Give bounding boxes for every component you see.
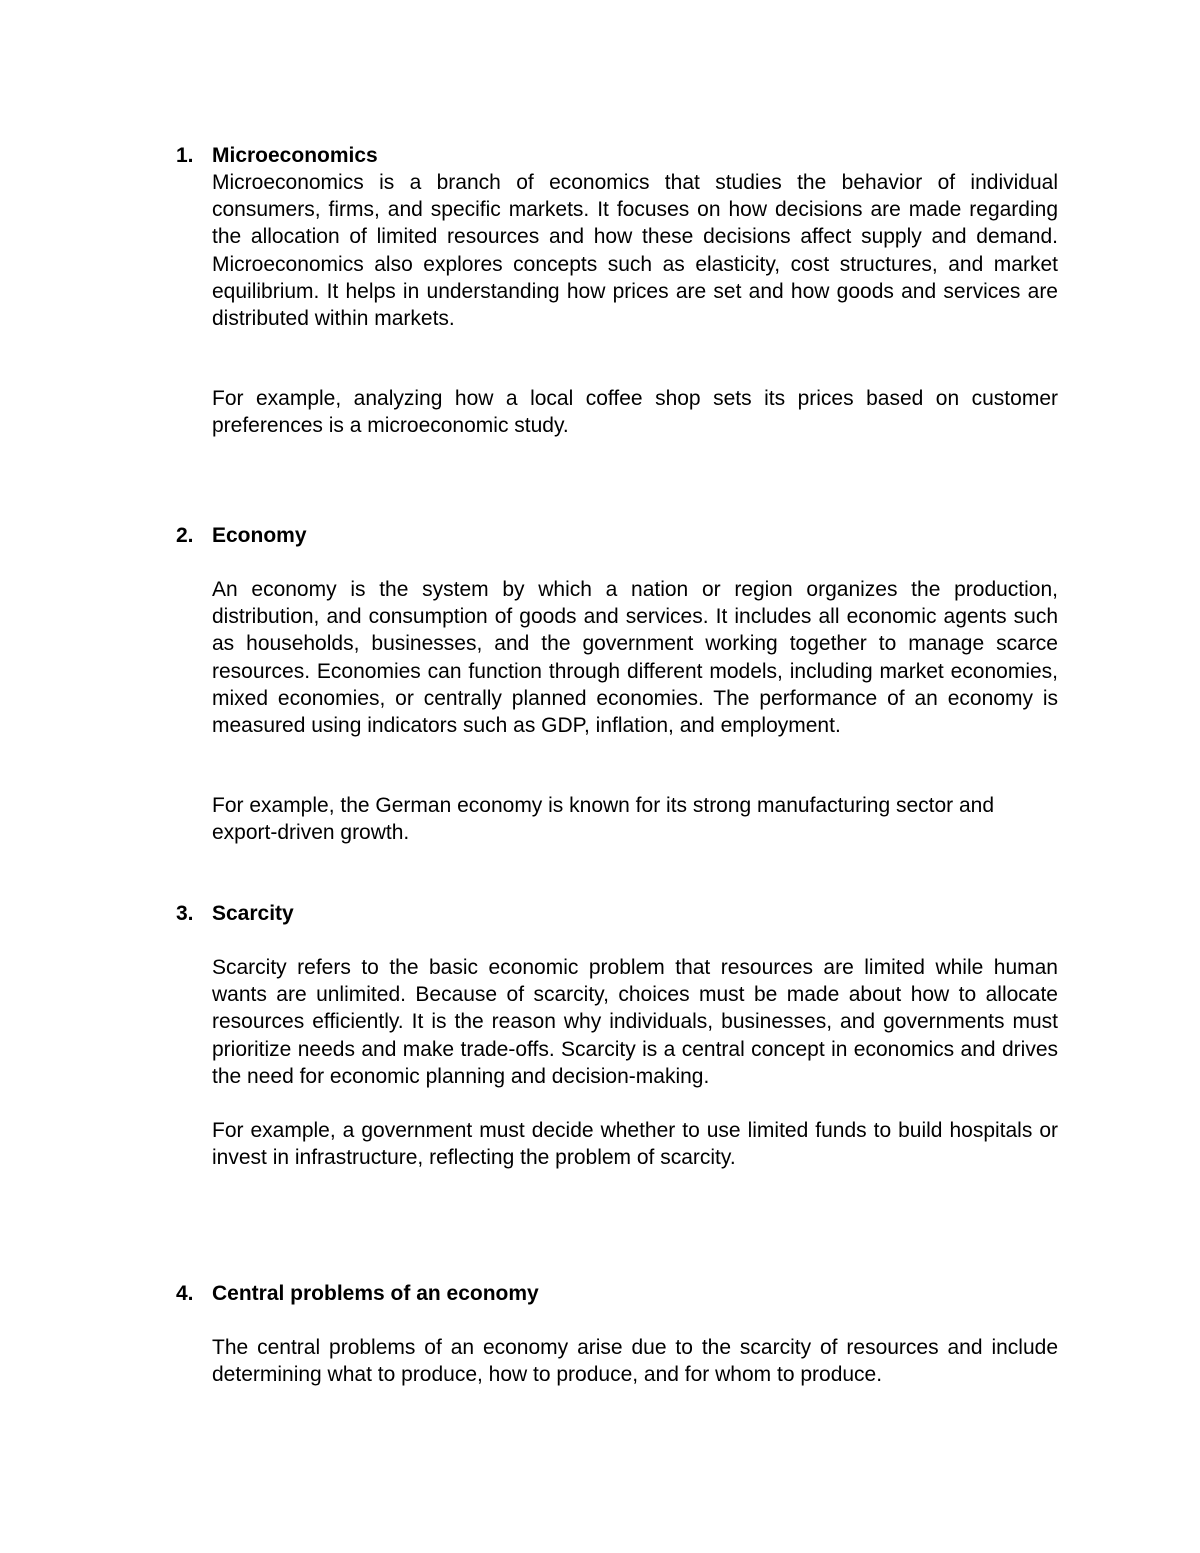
section-number: 4. <box>176 1282 194 1305</box>
section-number: 1. <box>176 144 194 167</box>
section-body: The central problems of an economy arise due to the scarcity of resources and include determining what to produce, how to produce, and for whom to produce. <box>212 1336 1058 1387</box>
section-example: For example, analyzing how a local coffee shop sets its prices based on customer preferences is a microeconomic study. <box>212 387 1058 438</box>
section-number: 3. <box>176 902 194 925</box>
section-heading <box>176 142 1058 169</box>
section-microeconomics <box>176 142 1058 440</box>
section-economy <box>176 522 1058 847</box>
section-title: Central problems of an economy <box>212 1282 539 1305</box>
section-central-problems <box>176 1280 1058 1388</box>
section-heading <box>176 900 1058 927</box>
section-body: Microeconomics is a branch of economics that studies the behavior of individual consumers, firms, and specific markets. It focuses on how decisions are made regarding the allocation of limited resources and how these decisions affect supply and demand. Microeconomics also explores concepts such as elasticity, cost structures, and market equilibrium. It helps in understanding how prices are set and how goods and services are distributed within markets. <box>212 171 1058 331</box>
section-example: For example, the German economy is known for its strong manufacturing sector and export-driven growth. <box>212 794 995 845</box>
section-title: Microeconomics <box>212 144 378 167</box>
section-example: For example, a government must decide whether to use limited funds to build hospitals or invest in infrastructure, reflecting the problem of scarcity. <box>212 1119 1058 1170</box>
section-scarcity <box>176 900 1058 1171</box>
section-title: Scarcity <box>212 902 294 925</box>
section-body: An economy is the system by which a nation or region organizes the production, distribution, and consumption of goods and services. It includes all economic agents such as households, businesses, and the government working together to manage scarce resources. Economies can function through different models, including market economies, mixed economies, or centrally planned economies. The performance of an economy is measured using indicators such as GDP, inflation, and employment. <box>212 578 1058 738</box>
section-body: Scarcity refers to the basic economic problem that resources are limited while human wants are unlimited. Because of scarcity, choices must be made about how to allocate resources efficiently. It is the reason why individuals, businesses, and governments must prioritize needs and make trade-offs. Scarcity is a central concept in economics and drives the need for economic planning and decision-making. <box>212 956 1058 1088</box>
section-number: 2. <box>176 524 194 547</box>
section-heading <box>176 522 1058 549</box>
section-heading <box>176 1280 1058 1307</box>
section-title: Economy <box>212 524 307 547</box>
